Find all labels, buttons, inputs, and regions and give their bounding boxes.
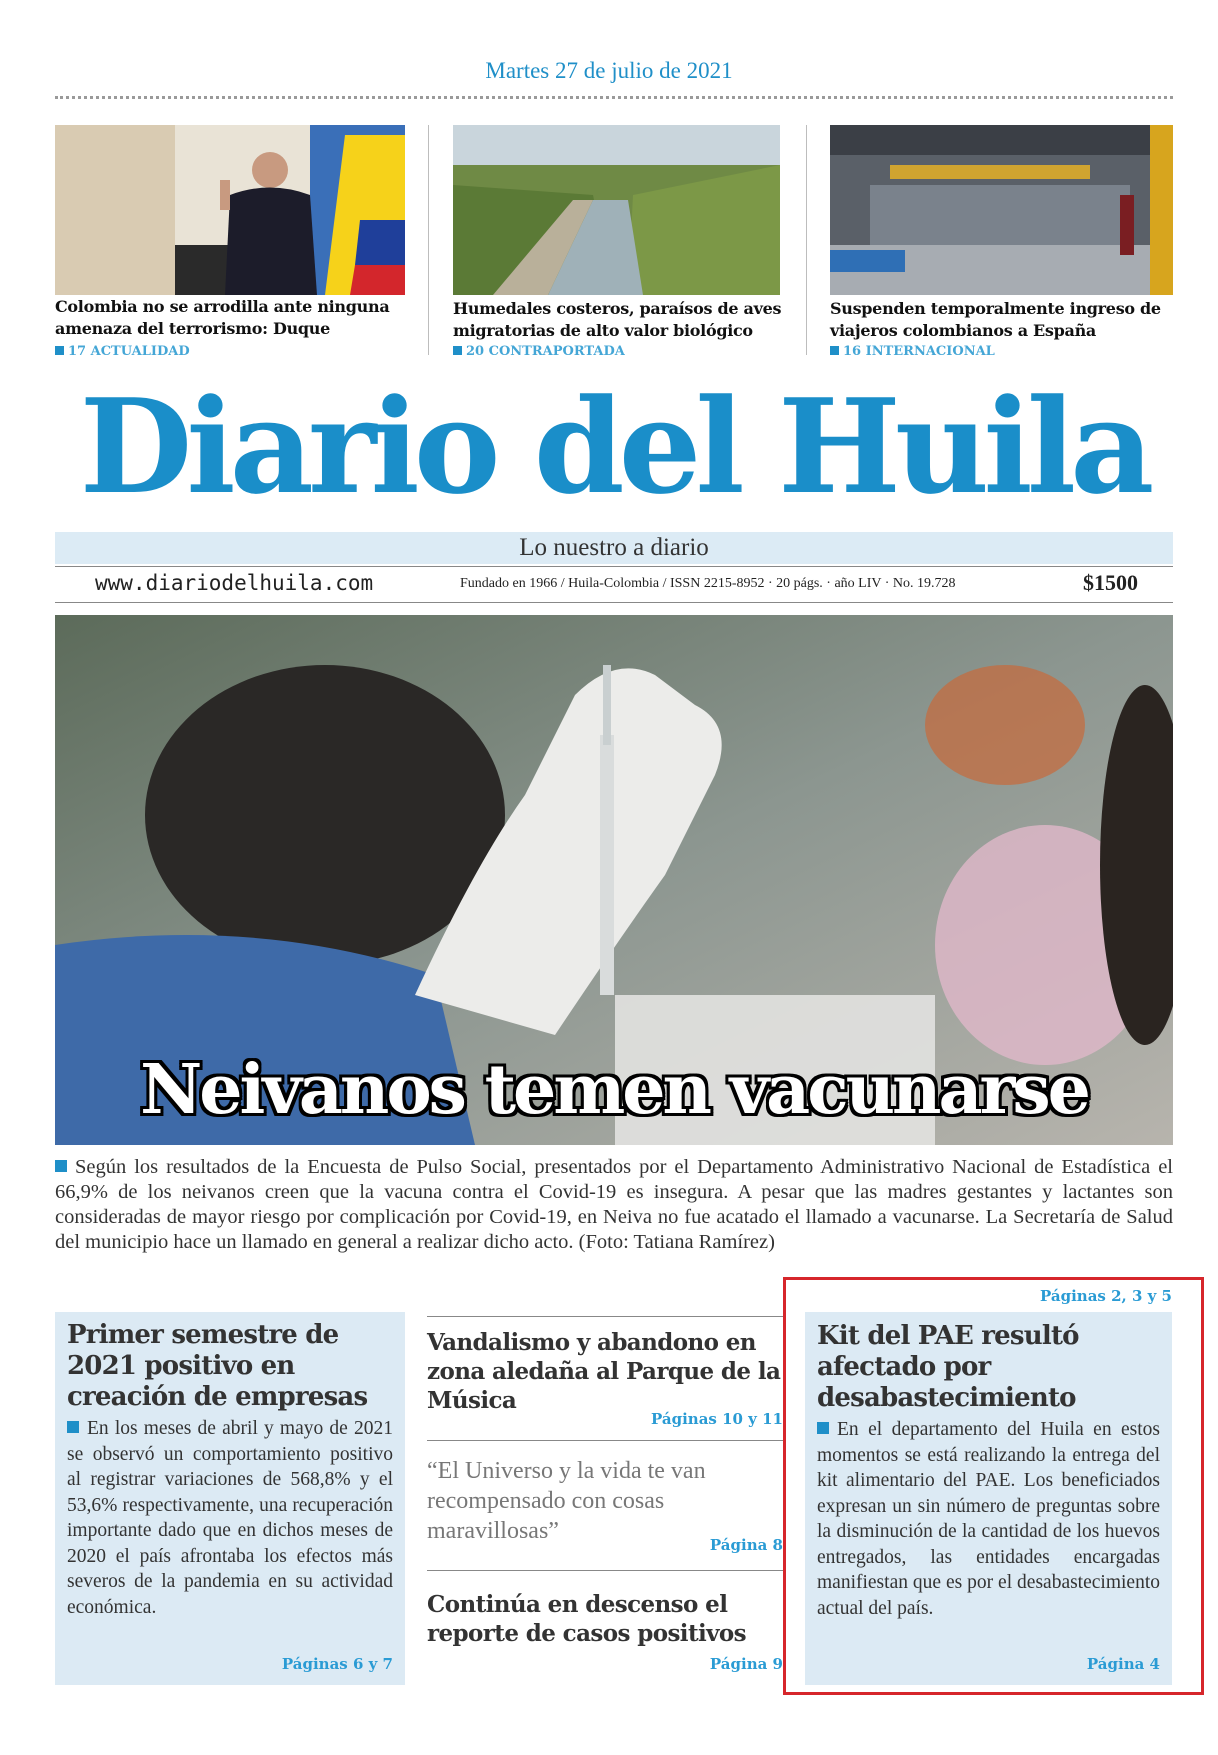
- middle-divider-top: [427, 1316, 783, 1317]
- story-body-pae: En el departamento del Huila en estos momentos se está realizando la entrega del kit alimentario del PAE. Los beneficiados expresan un sin número de preguntas sobre la disminución de la cantidad de los huevos entregados, las entidades encargadas manifiestan que es por el desabastecimiento actual del país.: [817, 1419, 1160, 1619]
- top-divider: [55, 96, 1173, 99]
- teaser-title-humedales[interactable]: Humedales costeros, paraísos de aves migratorias de alto valor biológico: [453, 299, 782, 340]
- teaser-title-duque[interactable]: Colombia no se arrodilla ante ninguna amenaza del terrorismo: Duque: [55, 297, 390, 338]
- info-divider-top: [55, 566, 1173, 567]
- masthead-title[interactable]: Diario del Huila: [79, 370, 1149, 523]
- issue-date: Martes 27 de julio de 2021: [485, 58, 733, 83]
- middle-divider: [427, 1440, 783, 1441]
- story-title-pae[interactable]: Kit del PAE resultó afectado por desabastecimiento: [817, 1321, 1079, 1413]
- website-link[interactable]: www.diariodelhuila.com: [95, 571, 374, 595]
- teaser-section-contraportada[interactable]: 20 CONTRAPORTADA: [453, 344, 625, 359]
- price: $1500: [1083, 570, 1138, 595]
- story-title-vandalismo[interactable]: Vandalismo y abandono en zona aledaña al Parque de la Música: [427, 1329, 781, 1414]
- info-divider-bottom: [55, 602, 1173, 603]
- middle-divider: [427, 1570, 783, 1571]
- section-square-icon: [453, 346, 462, 355]
- teaser-section-internacional[interactable]: 16 INTERNACIONAL: [830, 344, 995, 359]
- section-square-icon: [830, 346, 839, 355]
- page-ref-casos[interactable]: Página 9: [709, 1655, 783, 1673]
- section-square-icon: [55, 346, 64, 355]
- story-body-empresas: En los meses de abril y mayo de 2021 se observó un comportamiento positivo al registrar variaciones de 568,8% y el 53,6% respectivamente, una recuperación importante dado que en dichos meses de 2020 el país afrontaba los efectos más severos de la pandemia en su actividad económica.: [67, 1418, 393, 1618]
- page-ref-quote[interactable]: Página 8: [709, 1536, 783, 1554]
- page-ref-pae[interactable]: Página 4: [1086, 1655, 1160, 1673]
- story-title-casos[interactable]: Continúa en descenso el reporte de casos positivos: [427, 1591, 746, 1647]
- hero-headline[interactable]: Neivanos temen vacunarse: [140, 1050, 1088, 1130]
- teaser-section-actualidad[interactable]: 17 ACTUALIDAD: [55, 344, 190, 359]
- highlight-box: [783, 1277, 1204, 1695]
- story-title-empresas[interactable]: Primer semestre de 2021 positivo en creación de empresas: [67, 1320, 368, 1412]
- hero-caption: Según los resultados de la Encuesta de Pulso Social, presentados por el Departamento Administrativo Nacional de Estadística el 66,9% de los neivanos creen que la vacuna contra el Covid-19 es insegura. A pesar que las madres gestantes y lactantes son consideradas de mayor riesgo por complicación por Covid-19, en Neiva no fue acatado el llamado a vacunarse. La Secretaría de Salud del municipio hace un llamado en general a realizar dicho acto. (Foto: Tatiana Ramírez): [55, 1156, 1173, 1253]
- bullet-square-icon: [67, 1421, 79, 1433]
- bullet-square-icon: [55, 1160, 67, 1172]
- slogan: Lo nuestro a diario: [519, 534, 709, 561]
- teaser-photo-humedales[interactable]: [453, 125, 780, 295]
- featured-quote[interactable]: “El Universo y la vida te van recompensado con cosas maravillosas”: [427, 1458, 706, 1544]
- teaser-title-espana[interactable]: Suspenden temporalmente ingreso de viajeros colombianos a España: [830, 299, 1161, 340]
- teaser-photo-aeropuerto[interactable]: [830, 125, 1173, 295]
- teaser-photo-duque[interactable]: [55, 125, 405, 295]
- teaser-divider: [428, 125, 429, 355]
- page-ref-top-right[interactable]: Páginas 2, 3 y 5: [1040, 1287, 1172, 1305]
- teaser-divider: [806, 125, 807, 355]
- publication-info: Fundado en 1966 / Huila-Colombia / ISSN 2215-8952 · 20 págs. · año LIV · No. 19.728: [460, 576, 956, 591]
- page-ref-vandalismo[interactable]: Páginas 10 y 11: [651, 1410, 783, 1428]
- page-ref-empresas[interactable]: Páginas 6 y 7: [281, 1655, 393, 1673]
